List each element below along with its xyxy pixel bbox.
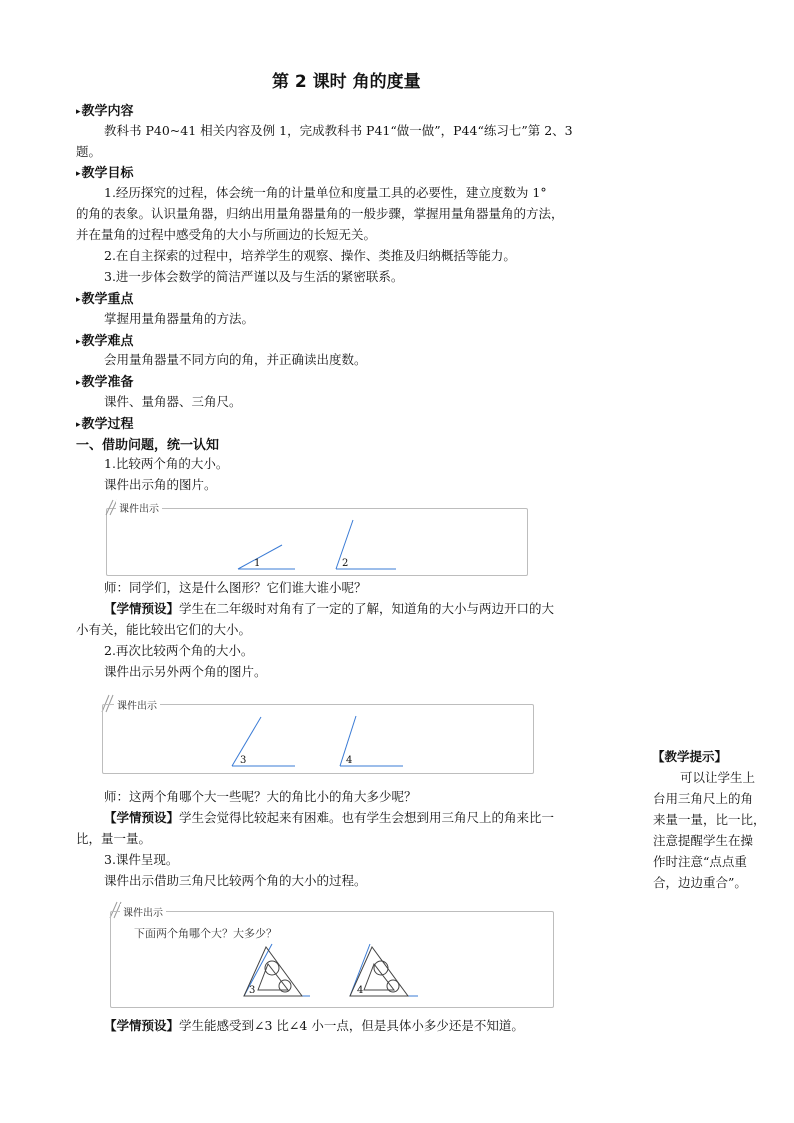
prediction-text-1a: 学生在二年级时对角有了一定的了解，知道角的大小与两边开口的大 xyxy=(179,601,555,616)
prediction-text-2a: 学生会觉得比较起来有困难。也有学生会想到用三角尺上的角来比一 xyxy=(179,810,555,825)
section-heading-key: ▸ 教学重点 xyxy=(76,288,134,307)
process-text-4 xyxy=(104,598,554,619)
process-text-9: 3.课件呈现。 xyxy=(104,852,179,867)
angle-1-label: 1 xyxy=(254,558,261,569)
goal-text-1a: 1.经历探究的过程，体会统一角的计量单位和度量工具的必要性，建立度数为 1° xyxy=(104,185,547,200)
teaching-tip-line-6: 合，边边重合”。 xyxy=(653,875,747,890)
teaching-tip-line-3: 来量一量，比一比， xyxy=(653,812,766,827)
slide-box-1-label: 课件出示 xyxy=(116,500,162,515)
prediction-text-3: 学生能感受到∠3 比∠4 小一点，但是具体小多少还是不知道。 xyxy=(179,1018,524,1033)
angle-2-label: 2 xyxy=(342,558,349,569)
difficulty-text: 会用量角器量不同方向的角，并正确读出度数。 xyxy=(104,352,367,367)
teaching-tip-heading: 【教学提示】 xyxy=(652,749,728,764)
section-heading-process: ▸ 教学过程 xyxy=(76,413,134,432)
section-heading-content: ▸ 教学内容 xyxy=(76,100,134,119)
process-text-3: 师：同学们，这是什么图形？它们谁大谁小呢？ xyxy=(104,580,367,595)
content-text-1: 教科书 P40~41 相关内容及例 1，完成教科书 P41“做一做”，P44“练习七”第 2、3 xyxy=(104,123,573,138)
section-heading-difficulty: ▸ 教学难点 xyxy=(76,330,134,349)
goal-text-1b: 的角的表象。认识量角器，归纳出用量角器量角的一般步骤，掌握用量角器量角的方法， xyxy=(76,206,564,221)
key-text: 掌握用量角器量角的方法。 xyxy=(104,311,255,326)
goal-text-3: 3.进一步体会数学的简洁严谨以及与生活的紧密联系。 xyxy=(104,269,404,284)
goal-text-1c: 并在量角的过程中感受角的大小与所画边的长短无关。 xyxy=(76,227,377,242)
teaching-tip-line-4: 注意提醒学生在操 xyxy=(653,833,754,848)
slide-box-3-question: 下面两个角哪个大？大多少？ xyxy=(134,927,277,940)
process-text-8 xyxy=(104,807,554,828)
angle-4-label: 4 xyxy=(346,755,353,766)
process-text-10: 课件出示借助三角尺比较两个角的大小的过程。 xyxy=(104,873,367,888)
process-text-7: 师：这两个角哪个大一些呢？大的角比小的角大多少呢？ xyxy=(104,789,417,804)
process-text-6: 课件出示另外两个角的图片。 xyxy=(104,664,267,679)
process-text-5: 2.再次比较两个角的大小。 xyxy=(104,643,254,658)
process-text-1: 1.比较两个角的大小。 xyxy=(104,456,229,471)
goal-text-2: 2.在自主探索的过程中，培养学生的观察、操作、类推及归纳概括等能力。 xyxy=(104,248,516,263)
teaching-tip-line-1: 可以让学生上 xyxy=(680,770,756,785)
section-heading-goals: ▸ 教学目标 xyxy=(76,162,134,181)
figure-angle-3-label: 3 xyxy=(249,985,256,996)
prediction-text-1b: 小有关，能比较出它们的大小。 xyxy=(76,622,252,637)
prediction-tag-1: 【学情预设】 xyxy=(104,601,180,616)
angle-3-label: 3 xyxy=(240,755,247,766)
part-one-heading: 一、借助问题，统一认知 xyxy=(76,438,220,453)
content-text-2: 题。 xyxy=(76,144,102,159)
prediction-tag-3: 【学情预设】 xyxy=(104,1018,180,1033)
slide-box-2 xyxy=(102,704,534,774)
prediction-tag-2: 【学情预设】 xyxy=(104,810,180,825)
process-text-2: 课件出示角的图片。 xyxy=(104,477,217,492)
teaching-tip-line-5: 作时注意“点点重 xyxy=(653,854,747,869)
prediction-text-2b: 比，量一量。 xyxy=(76,831,152,846)
figure-angle-4-label: 4 xyxy=(357,985,364,996)
teaching-tip-line-2: 台用三角尺上的角 xyxy=(653,791,754,806)
slide-box-1-angles xyxy=(238,520,396,569)
section-heading-prep: ▸ 教学准备 xyxy=(76,371,134,390)
slide-box-2-label: 课件出示 xyxy=(114,697,160,712)
prep-text: 课件、量角器、三角尺。 xyxy=(104,394,242,409)
process-text-11 xyxy=(104,1015,524,1036)
page-title: 第 2 课时 角的度量 xyxy=(272,72,421,92)
slide-box-3-label: 课件出示 xyxy=(120,904,166,919)
